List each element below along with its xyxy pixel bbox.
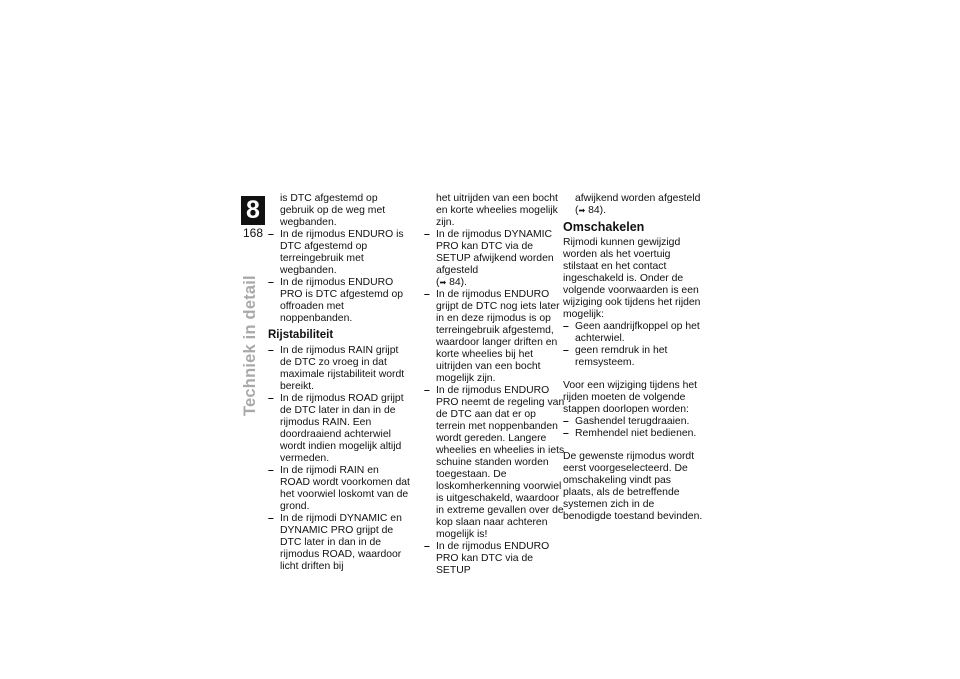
list-item	[424, 229, 566, 289]
paragraph-continued: het uitrijden van een bocht en korte wheelies mogelijk zijn.	[436, 193, 558, 228]
list-item-text: In de rijmodus DYNAMIC PRO kan DTC via de SETUP afwijkend worden afgesteld	[436, 229, 554, 276]
page-reference-number: 84).	[449, 277, 467, 288]
arrow-right-icon: ➡	[578, 206, 586, 215]
list-item: – geen remdruk in het remsysteem.	[563, 345, 703, 369]
list-item: – In de rijmodus ROAD grijpt de DTC later in dan in de rijmodus RAIN. Een doordraaiend achterwiel wordt indien mogelijk altijd vermeden.	[268, 393, 410, 465]
list-item: – In de rijmodi DYNAMIC en DYNAMIC PRO grijpt de DTC later in dan in de rijmodus ROAD, waardoor licht driften bij	[268, 513, 410, 573]
chapter-title-text: Techniek in detail	[241, 275, 259, 416]
list-item: – Geen aandrijfkoppel op het achterwiel.	[563, 321, 703, 345]
text-column-1	[268, 193, 410, 573]
list-item: – Remhendel niet bedienen.	[563, 428, 703, 440]
list-item: – In de rijmodus ENDURO PRO neemt de regeling van de DTC aan dat er op terrein met noppenbanden wordt gereden. Langere wheelies en wheelies in iets schuine standen worden toegestaan. De loskomherkenning voorwiel is uitgeschakeld, waardoor in extreme gevallen over de kop slaan naar achteren mogelijk is!	[424, 385, 566, 541]
page-reference-number: 84).	[588, 205, 606, 216]
section-heading-rijstabiliteit: Rijstabiliteit	[268, 329, 334, 341]
list-item: – In de rijmodus ENDURO PRO kan DTC via de SETUP	[424, 541, 566, 577]
spacer	[563, 440, 703, 451]
paragraph-continued-text: afwijkend worden afgesteld	[575, 193, 701, 204]
paragraph-continued	[563, 193, 703, 217]
page-reference[interactable]: (➡ 84).	[436, 277, 467, 288]
chapter-title	[241, 275, 265, 416]
list-item: – In de rijmodus ENDURO is DTC afgestemd op terreingebruik met wegbanden.	[268, 229, 410, 277]
arrow-right-icon: ➡	[439, 278, 447, 287]
text-column-3	[563, 193, 703, 523]
page-number: 168	[242, 226, 264, 240]
paragraph-continued: is DTC afgestemd op gebruik op de weg met wegbanden.	[280, 193, 386, 228]
page-reference[interactable]: (➡ 84).	[575, 205, 606, 216]
list-item: – In de rijmodus ENDURO grijpt de DTC nog iets later in en deze rijmodus is op terreingebruik afgestemd, waardoor langer driften en korte wheelies bij het uitrijden van een bocht mogelijk zijn.	[424, 289, 566, 385]
spacer	[563, 369, 703, 380]
paragraph: Voor een wijziging tijdens het rijden moeten de volgende stappen doorlopen worden:	[563, 380, 698, 415]
list-item: – In de rijmodus ENDURO PRO is DTC afgestemd op offroaden met noppenbanden.	[268, 277, 410, 325]
list-item: – In de rijmodus RAIN grijpt de DTC zo vroeg in dat maximale rijstabiliteit wordt bereikt.	[268, 345, 410, 393]
chapter-number: 8	[241, 196, 265, 225]
paragraph: Rijmodi kunnen gewijzigd worden als het voertuig stilstaat en het contact ingeschakeld is. Onder de volgende voorwaarden is een wijziging ook tijdens het rijden mogelijk:	[563, 237, 701, 320]
section-heading-omschakelen: Omschakelen	[563, 220, 645, 234]
list-item: – In de rijmodi RAIN en ROAD wordt voorkomen dat het voorwiel loskomt van de grond.	[268, 465, 410, 513]
paragraph: De gewenste rijmodus wordt eerst voorgeselecteerd. De omschakeling vindt pas plaats, als de betreffende systemen zich in de benodigde toestand bevinden.	[563, 451, 703, 522]
list-item: – Gashendel terugdraaien.	[563, 416, 703, 428]
text-column-2	[424, 193, 566, 577]
